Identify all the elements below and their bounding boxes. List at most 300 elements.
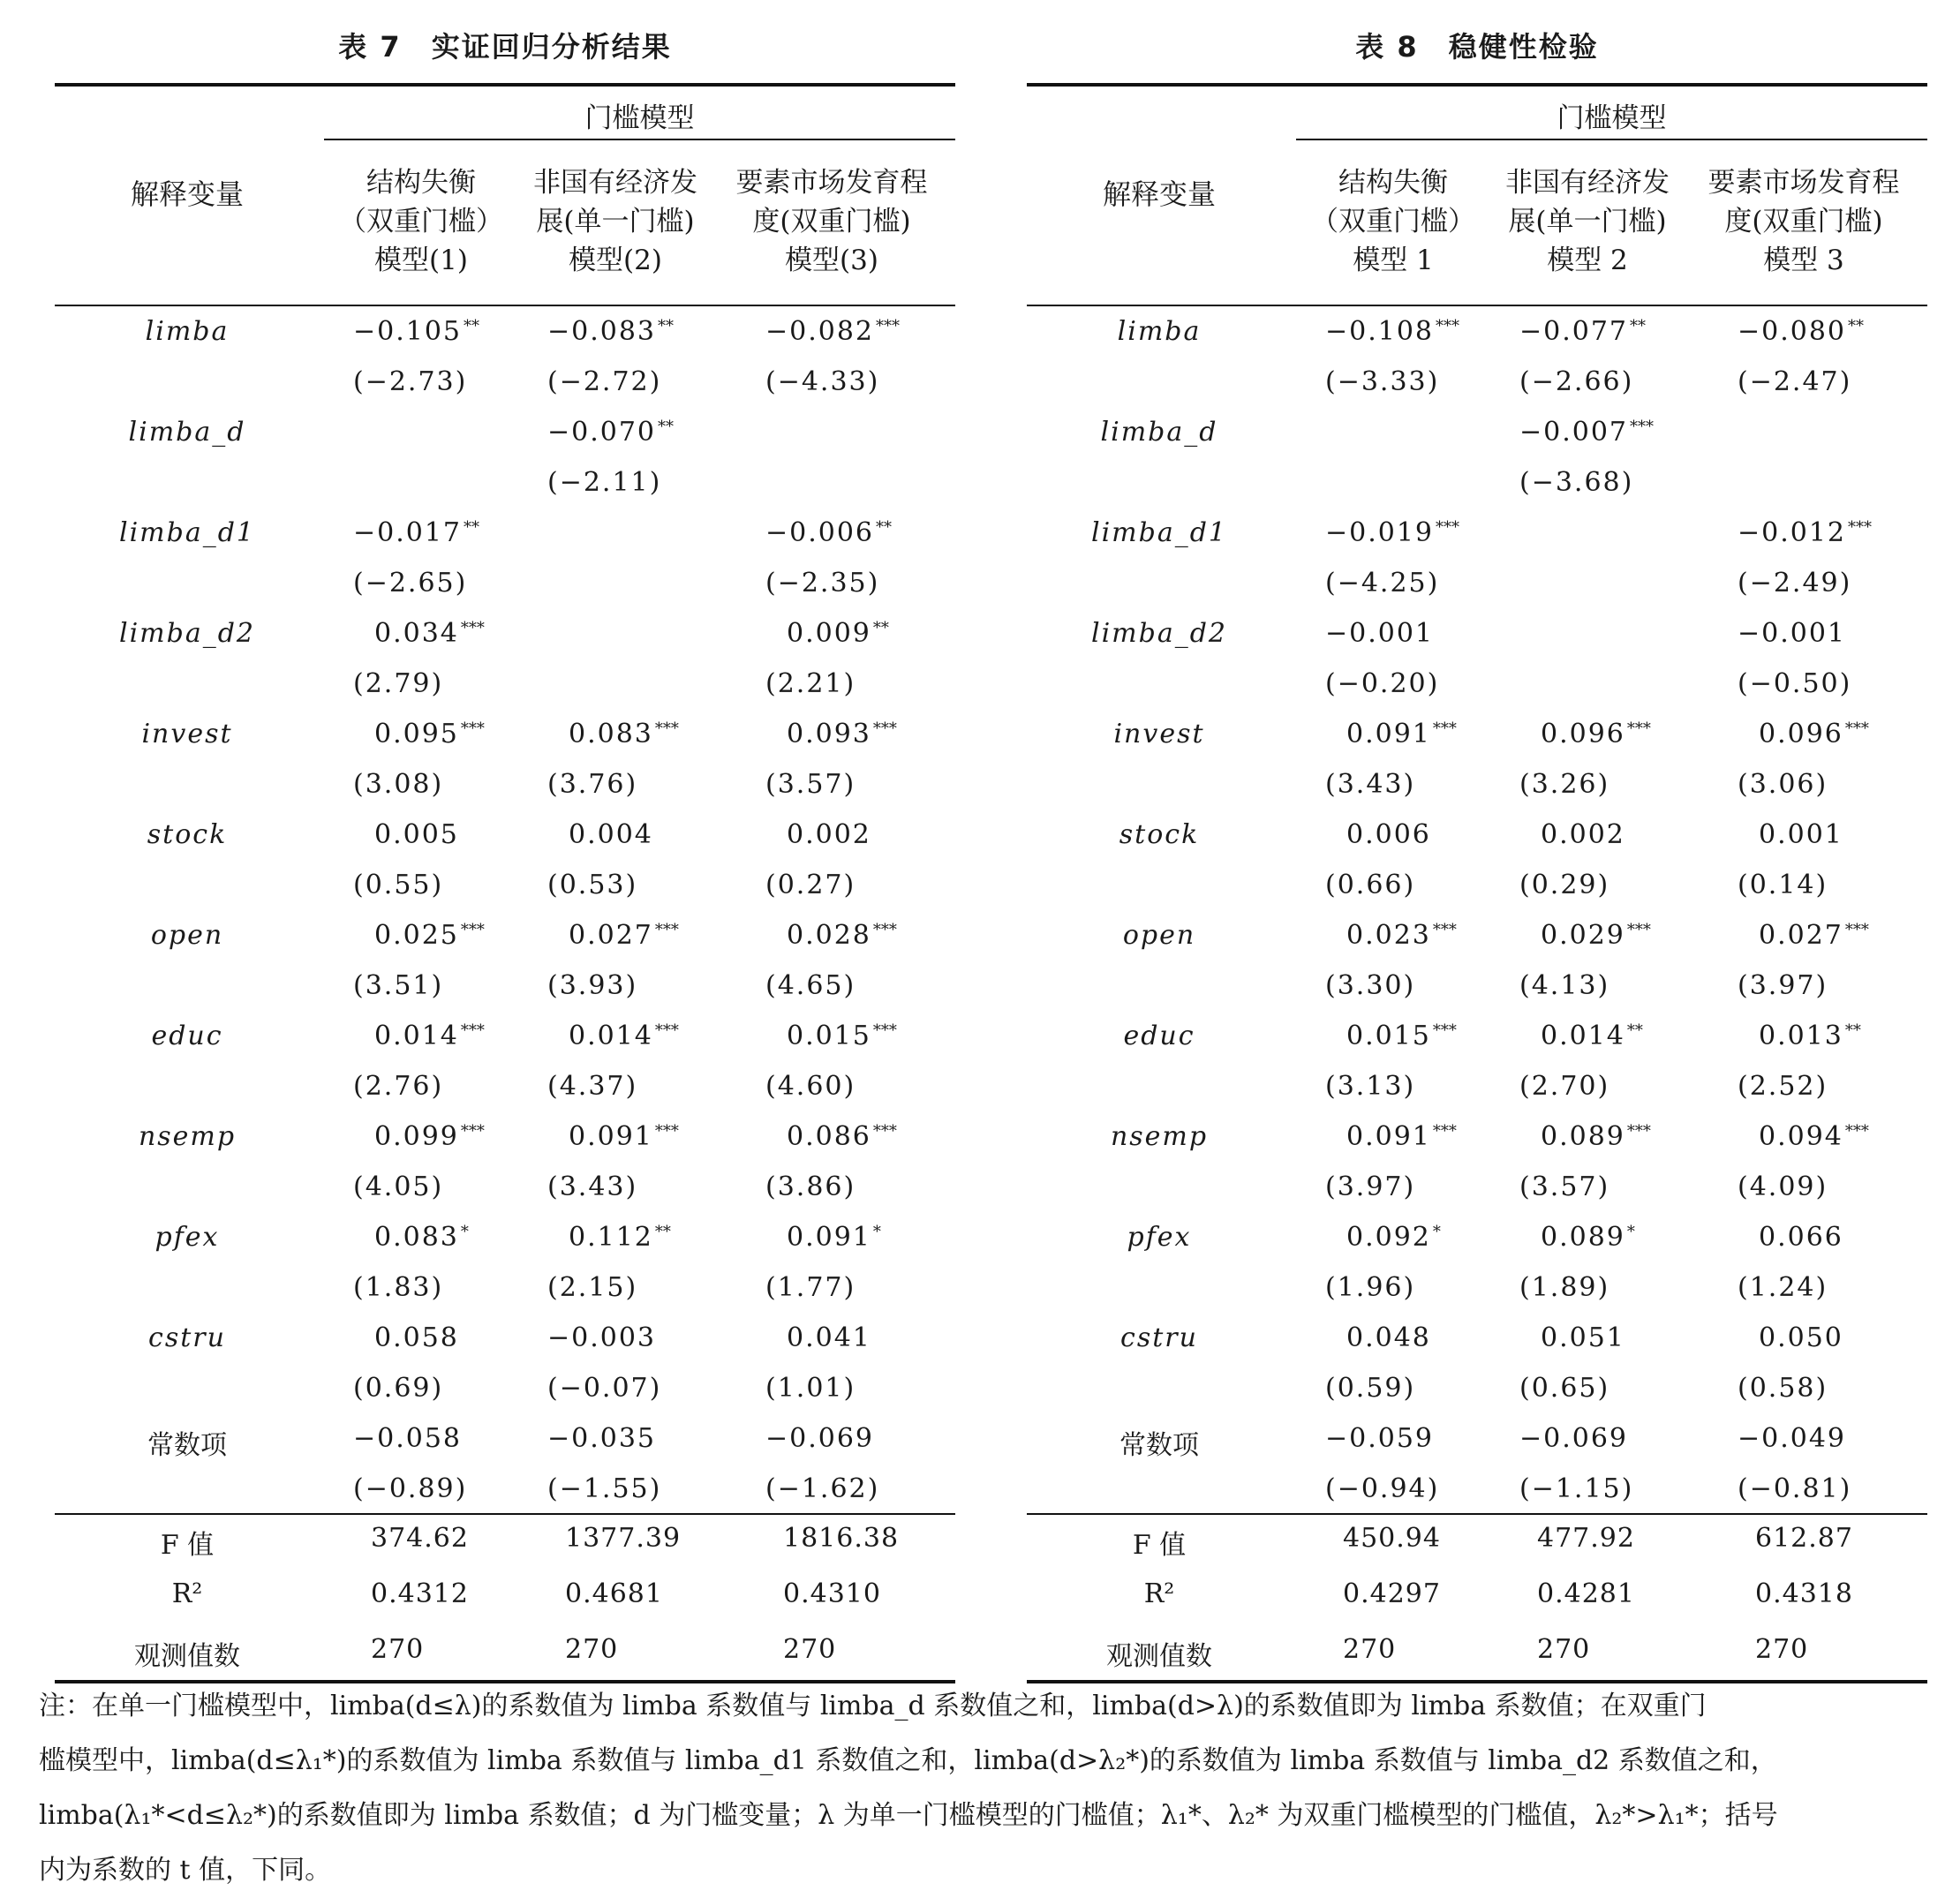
cell-value: (4.37) xyxy=(547,1071,638,1102)
significance-stars: *** xyxy=(1844,921,1869,939)
cell-value: −0.035 xyxy=(547,1423,657,1454)
note-line: 内为系数的 t 值，下同。 xyxy=(39,1855,332,1886)
t-value-cell xyxy=(547,1071,637,1102)
coefficient-cell xyxy=(569,819,653,850)
t-value-cell xyxy=(353,366,467,397)
column-header-line: 模型 2 xyxy=(1547,245,1628,276)
column-header-line: （双重门槛） xyxy=(1311,206,1475,237)
coefficient-cell xyxy=(765,517,892,548)
cell-value: (−0.20) xyxy=(1325,668,1440,699)
significance-stars: *** xyxy=(654,921,679,939)
coefficient-cell xyxy=(374,719,485,749)
cell-value: 0.086 xyxy=(787,1121,871,1152)
significance-stars: ** xyxy=(464,518,480,537)
coefficient-cell xyxy=(569,1121,679,1152)
column-header-line: 要素市场发育程 xyxy=(1707,167,1900,199)
stat-cell: 270 xyxy=(371,1634,425,1665)
t-value-cell xyxy=(765,568,879,599)
cell-value: −0.082 xyxy=(765,316,875,347)
significance-stars: *** xyxy=(460,719,485,738)
cell-value: (0.59) xyxy=(1325,1373,1416,1404)
row-label: 常数项 xyxy=(147,1430,227,1461)
cell-value: 0.094 xyxy=(1759,1121,1843,1152)
cell-value: −0.077 xyxy=(1519,316,1629,347)
cell-value: (3.57) xyxy=(1519,1171,1610,1202)
coefficient-cell xyxy=(1346,920,1457,951)
significance-stars: *** xyxy=(876,317,901,335)
row-label: nsemp xyxy=(1110,1121,1209,1152)
t-value-cell xyxy=(1738,366,1851,397)
column-header-line: 要素市场发育程 xyxy=(735,167,928,199)
cell-value: (−4.25) xyxy=(1325,568,1440,599)
coefficient-cell xyxy=(1346,719,1457,749)
cell-value: −0.003 xyxy=(547,1322,657,1353)
cell-value: (−4.33) xyxy=(765,366,880,397)
column-header-line: （双重门槛） xyxy=(339,206,503,237)
row-label: stock xyxy=(1119,819,1200,850)
group-rule xyxy=(324,139,955,140)
cell-value: (3.13) xyxy=(1325,1071,1416,1102)
t-value-cell xyxy=(1325,568,1439,599)
row-label: open xyxy=(1122,920,1196,951)
cell-value: (2.15) xyxy=(547,1272,638,1303)
cell-value: 0.051 xyxy=(1541,1322,1625,1353)
coefficient-cell xyxy=(547,417,674,448)
cell-value: (0.27) xyxy=(765,870,856,900)
cell-value: 0.034 xyxy=(374,618,459,649)
cell-value: 0.009 xyxy=(787,618,871,649)
cell-value: 0.096 xyxy=(1541,719,1625,749)
t-value-cell xyxy=(1738,1171,1828,1202)
coefficient-cell xyxy=(1519,316,1646,347)
significance-stars: ** xyxy=(1630,317,1647,335)
coefficient-cell xyxy=(1738,618,1846,649)
stat-cell: 270 xyxy=(1537,1634,1591,1665)
t-value-cell xyxy=(353,769,443,800)
cell-value: (0.58) xyxy=(1738,1373,1828,1404)
cell-value: (−0.81) xyxy=(1738,1473,1852,1504)
cell-value: 0.092 xyxy=(1346,1222,1431,1253)
coefficient-cell xyxy=(1759,1222,1843,1253)
stats-rule xyxy=(55,1513,955,1515)
t-value-cell xyxy=(1738,1473,1851,1504)
row-label: limba xyxy=(145,316,230,347)
cell-value: (4.60) xyxy=(765,1071,856,1102)
t-value-cell xyxy=(1325,970,1415,1001)
cell-value: (2.52) xyxy=(1738,1071,1828,1102)
cell-value: (1.89) xyxy=(1519,1272,1610,1303)
cell-value: −0.105 xyxy=(353,316,463,347)
t-value-cell xyxy=(547,366,661,397)
coefficient-cell xyxy=(374,1322,459,1353)
column-header-line: 非国有经济发 xyxy=(1505,167,1670,199)
significance-stars: *** xyxy=(1844,1122,1869,1141)
t-value-cell xyxy=(1738,568,1851,599)
cell-value: −0.001 xyxy=(1738,618,1847,649)
coefficient-cell xyxy=(765,1423,874,1454)
cell-value: (−2.66) xyxy=(1519,366,1634,397)
cell-value: (−0.50) xyxy=(1738,668,1852,699)
stat-cell: 270 xyxy=(1343,1634,1397,1665)
cell-value: (−0.07) xyxy=(547,1373,662,1404)
cell-value: (0.69) xyxy=(353,1373,444,1404)
cell-value: 0.041 xyxy=(787,1322,871,1353)
cell-value: −0.080 xyxy=(1738,316,1847,347)
t-value-cell xyxy=(1519,870,1609,900)
t-value-cell xyxy=(1519,1473,1633,1504)
t-value-cell xyxy=(1519,1171,1609,1202)
significance-stars: *** xyxy=(1844,719,1869,738)
cell-value: −0.058 xyxy=(353,1423,463,1454)
cell-value: −0.059 xyxy=(1325,1423,1435,1454)
cell-value: (3.26) xyxy=(1519,769,1610,800)
coefficient-cell xyxy=(1325,316,1459,347)
stat-cell: 374.62 xyxy=(371,1523,469,1554)
coefficient-cell xyxy=(787,819,871,850)
coefficient-cell xyxy=(765,316,900,347)
coefficient-cell xyxy=(569,1222,671,1253)
column-header-1 xyxy=(1287,163,1499,280)
coefficient-cell xyxy=(547,316,674,347)
t-value-cell xyxy=(1738,1373,1828,1404)
significance-stars: ** xyxy=(1848,317,1865,335)
significance-stars: *** xyxy=(1432,921,1457,939)
column-header-line: 度(双重门槛) xyxy=(1724,206,1883,237)
table-note xyxy=(39,1679,1937,1898)
row-label: cstru xyxy=(148,1322,226,1353)
t-value-cell xyxy=(353,1272,443,1303)
cell-value: 0.058 xyxy=(374,1322,459,1353)
coefficient-cell xyxy=(1346,1021,1457,1051)
column-header-line: 展(单一门槛) xyxy=(536,206,695,237)
cell-value: (3.08) xyxy=(353,769,444,800)
significance-stars: *** xyxy=(460,619,485,637)
column-header-1 xyxy=(315,163,527,280)
cell-value: 0.014 xyxy=(569,1021,653,1051)
significance-stars: ** xyxy=(876,518,893,537)
cell-value: 0.091 xyxy=(569,1121,653,1152)
coefficient-cell xyxy=(1346,1222,1441,1253)
stat-cell: 0.4312 xyxy=(371,1578,469,1609)
column-header-3 xyxy=(1698,163,1910,280)
t-value-cell xyxy=(765,769,856,800)
row-label: cstru xyxy=(1120,1322,1198,1353)
coefficient-cell xyxy=(374,819,459,850)
cell-value: (3.06) xyxy=(1738,769,1828,800)
stat-cell: 612.87 xyxy=(1755,1523,1853,1554)
cell-value: (0.65) xyxy=(1519,1373,1610,1404)
t-value-cell xyxy=(1325,1071,1415,1102)
cell-value: 0.093 xyxy=(787,719,871,749)
stat-cell: 270 xyxy=(1755,1634,1809,1665)
significance-stars: ** xyxy=(464,317,480,335)
t-value-cell xyxy=(1738,1071,1828,1102)
significance-stars: *** xyxy=(1436,317,1460,335)
column-header-line: 展(单一门槛) xyxy=(1508,206,1667,237)
stat-label: F 值 xyxy=(160,1530,215,1561)
t-value-cell xyxy=(765,1171,856,1202)
cell-value: (0.53) xyxy=(547,870,638,900)
row-label: pfex xyxy=(155,1222,220,1253)
coefficient-cell xyxy=(569,719,679,749)
stat-cell: 0.4681 xyxy=(565,1578,663,1609)
coefficient-cell xyxy=(787,1322,871,1353)
coefficient-cell xyxy=(787,1222,881,1253)
cell-value: 0.089 xyxy=(1541,1222,1625,1253)
significance-stars: *** xyxy=(1848,518,1873,537)
group-header: 门槛模型 xyxy=(584,102,695,134)
significance-stars: *** xyxy=(460,1122,485,1141)
coefficient-cell xyxy=(1759,1121,1869,1152)
top-rule xyxy=(55,83,955,87)
coefficient-cell xyxy=(1346,819,1431,850)
variable-header: 解释变量 xyxy=(130,177,244,211)
t-value-cell xyxy=(353,1473,467,1504)
coefficient-cell xyxy=(1519,417,1654,448)
significance-stars: *** xyxy=(654,1021,679,1040)
t-value-cell xyxy=(353,1071,443,1102)
cell-value: 0.091 xyxy=(1346,1121,1431,1152)
row-label: limba_d xyxy=(128,417,246,448)
cell-value: (1.01) xyxy=(765,1373,856,1404)
coefficient-cell xyxy=(1759,920,1869,951)
significance-stars: ** xyxy=(654,1223,671,1241)
t-value-cell xyxy=(1738,769,1828,800)
t-value-cell xyxy=(547,769,637,800)
significance-stars: *** xyxy=(1436,518,1460,537)
coefficient-cell xyxy=(1346,1121,1457,1152)
coefficient-cell xyxy=(374,920,485,951)
cell-value: (0.29) xyxy=(1519,870,1610,900)
significance-stars: ** xyxy=(1626,1021,1643,1040)
coefficient-cell xyxy=(569,1021,679,1051)
coefficient-cell xyxy=(787,920,897,951)
column-header-line: 模型(3) xyxy=(785,245,878,276)
cell-value: (0.14) xyxy=(1738,870,1828,900)
cell-value: (2.79) xyxy=(353,668,444,699)
cell-value: (−2.11) xyxy=(547,467,662,498)
t-value-cell xyxy=(547,467,661,498)
significance-stars: * xyxy=(460,1223,469,1241)
coefficient-cell xyxy=(1541,1121,1651,1152)
coefficient-cell xyxy=(1541,1222,1635,1253)
t-value-cell xyxy=(1519,467,1633,498)
cell-value: (3.93) xyxy=(547,970,638,1001)
cell-value: 0.089 xyxy=(1541,1121,1625,1152)
stat-cell: 270 xyxy=(783,1634,837,1665)
significance-stars: ** xyxy=(658,317,675,335)
cell-value: 0.014 xyxy=(1541,1021,1625,1051)
stat-cell: 450.94 xyxy=(1343,1523,1441,1554)
column-header-line: 模型 3 xyxy=(1763,245,1844,276)
cell-value: (3.97) xyxy=(1325,1171,1416,1202)
cell-value: (−0.89) xyxy=(353,1473,468,1504)
stat-cell: 0.4318 xyxy=(1755,1578,1853,1609)
cell-value: (−3.68) xyxy=(1519,467,1634,498)
cell-value: (4.13) xyxy=(1519,970,1610,1001)
stat-cell: 0.4281 xyxy=(1537,1578,1635,1609)
stat-cell: 0.4310 xyxy=(783,1578,881,1609)
cell-value: 0.029 xyxy=(1541,920,1625,951)
significance-stars: *** xyxy=(1630,418,1655,436)
significance-stars: *** xyxy=(872,921,897,939)
cell-value: 0.006 xyxy=(1346,819,1431,850)
significance-stars: *** xyxy=(872,1122,897,1141)
column-header-line: 结构失衡 xyxy=(1338,167,1448,199)
coefficient-cell xyxy=(787,1021,897,1051)
t-value-cell xyxy=(1325,769,1415,800)
coefficient-cell xyxy=(353,316,479,347)
significance-stars: ** xyxy=(872,619,889,637)
column-header-line: 模型(1) xyxy=(374,245,468,276)
row-label: limba_d2 xyxy=(118,618,256,649)
row-label: educ xyxy=(1123,1021,1195,1051)
significance-stars: *** xyxy=(1432,1122,1457,1141)
cell-value: 0.048 xyxy=(1346,1322,1431,1353)
significance-stars: * xyxy=(1432,1223,1441,1241)
row-label: open xyxy=(150,920,224,951)
t-value-cell xyxy=(547,1171,637,1202)
t-value-cell xyxy=(1519,1071,1609,1102)
variable-header: 解释变量 xyxy=(1102,177,1216,211)
row-label: stock xyxy=(147,819,228,850)
cell-value: (−2.49) xyxy=(1738,568,1852,599)
t-value-cell xyxy=(547,970,637,1001)
cell-value: (4.65) xyxy=(765,970,856,1001)
cell-value: (−1.55) xyxy=(547,1473,662,1504)
cell-value: 0.004 xyxy=(569,819,653,850)
coefficient-cell xyxy=(1519,1423,1628,1454)
row-label: pfex xyxy=(1127,1222,1192,1253)
cell-value: 0.002 xyxy=(1541,819,1625,850)
stats-rule xyxy=(1027,1513,1927,1515)
group-rule xyxy=(1296,139,1927,140)
cell-value: 0.091 xyxy=(1346,719,1431,749)
stat-cell: 270 xyxy=(565,1634,619,1665)
row-label: limba_d1 xyxy=(118,517,256,548)
cell-value: (3.86) xyxy=(765,1171,856,1202)
cell-value: 0.099 xyxy=(374,1121,459,1152)
cell-value: 0.095 xyxy=(374,719,459,749)
t-value-cell xyxy=(547,870,637,900)
cell-value: (3.51) xyxy=(353,970,444,1001)
row-label: invest xyxy=(141,719,233,749)
stat-label: R² xyxy=(1143,1578,1175,1609)
cell-value: (0.66) xyxy=(1325,870,1416,900)
coefficient-cell xyxy=(1738,1423,1846,1454)
row-label: educ xyxy=(151,1021,223,1051)
t-value-cell xyxy=(353,970,443,1001)
coefficient-cell xyxy=(569,920,679,951)
significance-stars: *** xyxy=(1626,719,1651,738)
t-value-cell xyxy=(547,1272,637,1303)
note-line: limba(λ₁*<d≤λ₂*)的系数值即为 limba 系数值；d 为门槛变量；λ 为单一门槛模型的门槛值；λ₁*、λ₂* 为双重门槛模型的门槛值，λ₂*>λ₁*；括号 xyxy=(39,1800,1778,1831)
t-value-cell xyxy=(1519,366,1633,397)
cell-value: −0.069 xyxy=(765,1423,875,1454)
row-label: limba_d2 xyxy=(1090,618,1228,649)
significance-stars: *** xyxy=(1432,719,1457,738)
cell-value: (1.83) xyxy=(353,1272,444,1303)
table-caption: 表 8 稳健性检验 xyxy=(1355,30,1599,64)
coefficient-cell xyxy=(374,1121,485,1152)
cell-value: −0.001 xyxy=(1325,618,1435,649)
cell-value: −0.017 xyxy=(353,517,463,548)
stat-cell: 1816.38 xyxy=(783,1523,900,1554)
coefficient-cell xyxy=(374,1222,469,1253)
significance-stars: *** xyxy=(1626,921,1651,939)
cell-value: (4.09) xyxy=(1738,1171,1828,1202)
stat-label: 观测值数 xyxy=(1106,1641,1212,1672)
stat-label: F 值 xyxy=(1132,1530,1187,1561)
t-value-cell xyxy=(1738,870,1828,900)
group-header: 门槛模型 xyxy=(1557,102,1667,134)
coefficient-cell xyxy=(1325,618,1434,649)
column-header-line: 结构失衡 xyxy=(366,167,476,199)
row-label: limba xyxy=(1117,316,1202,347)
cell-value: (−1.62) xyxy=(765,1473,880,1504)
cell-value: (−0.94) xyxy=(1325,1473,1440,1504)
coefficient-cell xyxy=(787,1121,897,1152)
cell-value: −0.012 xyxy=(1738,517,1847,548)
significance-stars: *** xyxy=(460,1021,485,1040)
column-header-3 xyxy=(726,163,938,280)
t-value-cell xyxy=(1325,366,1439,397)
significance-stars: * xyxy=(872,1223,881,1241)
cell-value: 0.015 xyxy=(1346,1021,1431,1051)
coefficient-cell xyxy=(1759,719,1869,749)
t-value-cell xyxy=(1519,1272,1609,1303)
cell-value: 0.013 xyxy=(1759,1021,1843,1051)
cell-value: (−2.65) xyxy=(353,568,468,599)
cell-value: (−2.47) xyxy=(1738,366,1852,397)
t-value-cell xyxy=(1519,769,1609,800)
stat-label: 观测值数 xyxy=(134,1641,240,1672)
stat-cell: 477.92 xyxy=(1537,1523,1635,1554)
t-value-cell xyxy=(1738,1272,1828,1303)
coefficient-cell xyxy=(353,1423,462,1454)
t-value-cell xyxy=(1325,1473,1439,1504)
header-rule xyxy=(1027,305,1927,306)
coefficient-cell xyxy=(1541,1021,1643,1051)
cell-value: (3.30) xyxy=(1325,970,1416,1001)
cell-value: (−2.73) xyxy=(353,366,468,397)
significance-stars: ** xyxy=(658,418,675,436)
table-caption: 表 7 实证回归分析结果 xyxy=(338,30,672,64)
row-label: limba_d1 xyxy=(1090,517,1228,548)
significance-stars: *** xyxy=(460,921,485,939)
t-value-cell xyxy=(353,870,443,900)
cell-value: 0.066 xyxy=(1759,1222,1843,1253)
cell-value: 0.014 xyxy=(374,1021,459,1051)
cell-value: (1.96) xyxy=(1325,1272,1416,1303)
cell-value: −0.083 xyxy=(547,316,657,347)
row-label: 常数项 xyxy=(1119,1430,1199,1461)
coefficient-cell xyxy=(547,1322,656,1353)
stat-cell: 1377.39 xyxy=(565,1523,682,1554)
cell-value: (−3.33) xyxy=(1325,366,1440,397)
note-line: 注：在单一门槛模型中，limba(d≤λ)的系数值为 limba 系数值与 limba_d 系数值之和，limba(d>λ)的系数值即为 limba 系数值；在双重门 xyxy=(39,1691,1707,1721)
cell-value: 0.083 xyxy=(569,719,653,749)
t-value-cell xyxy=(765,1272,856,1303)
cell-value: 0.001 xyxy=(1759,819,1843,850)
significance-stars: * xyxy=(1626,1223,1635,1241)
significance-stars: *** xyxy=(654,1122,679,1141)
stat-cell: 0.4297 xyxy=(1343,1578,1441,1609)
t-value-cell xyxy=(1325,668,1439,699)
column-header-line: 度(双重门槛) xyxy=(752,206,911,237)
cell-value: −0.070 xyxy=(547,417,657,448)
cell-value: 0.023 xyxy=(1346,920,1431,951)
